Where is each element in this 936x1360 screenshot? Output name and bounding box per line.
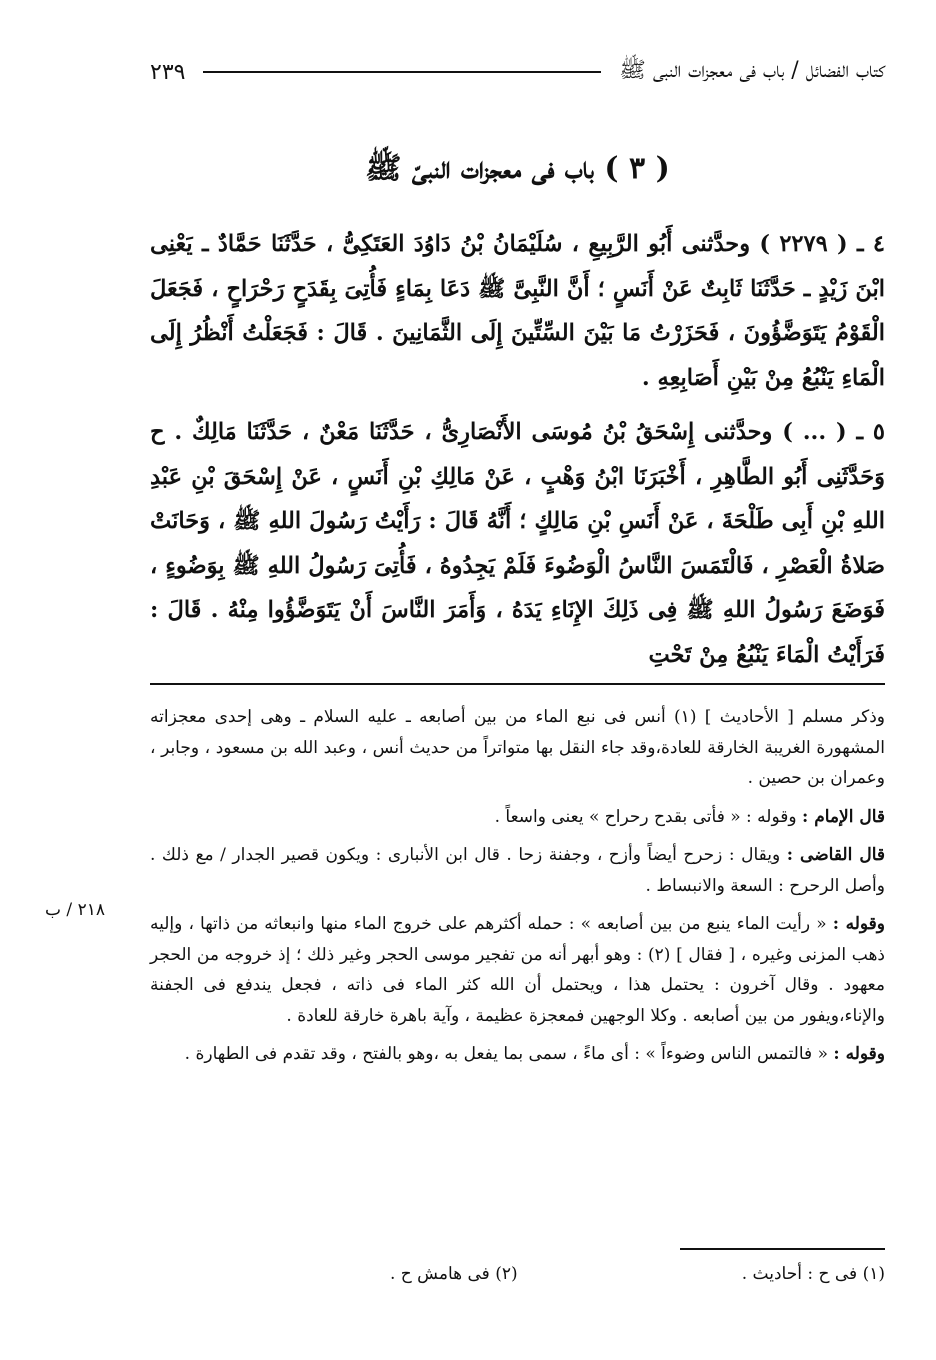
header-rule — [203, 71, 601, 73]
manuscript-folio-marker: ٢١٨ / ب — [45, 900, 105, 920]
hadith-paragraph: ٥ ـ ( ... ) وحدَّثنى إِسْحَقُ بْنُ مُوسَى الأَنْصَارِىُّ ، حَدَّثَنَا مَعْنٌ ، حَدَّثَنَا مَالِكٌ . ح وَحَدَّثَنِى أَبُو الطَّاهِرِ ، أَخْبَرَنَا ابْنُ وَهْبٍ ، عَنْ مَالِكِ بْنِ أَنَسٍ ، عَنْ إِسْحَقَ بْنِ عَبْدِ اللهِ بْنِ أَبِى طَلْحَةَ ، عَنْ أَنَسِ بْنِ مَالِكٍ ؛ أَنَّهُ قَالَ : رَأَيْتُ رَسُولَ اللهِ ﷺ ، وَحَانَتْ صَلاةُ الْعَصْرِ ، فَالْتَمَسَ النَّاسُ الْوَضُوءَ فَلَمْ يَجِدُوهُ ، فَأُتِىَ رَسُولُ اللهِ ﷺ بِوَضُوءٍ ، فَوَضَعَ رَسُولُ اللهِ ﷺ فِى ذَلِكَ الإِنَاءِ يَدَهُ ، وَأَمَرَ النَّاسَ أَنْ يَتَوَضَّؤُوا مِنْهُ . قَالَ : فَرَأَيْتُ الْمَاءَ يَنْبُعُ مِنْ تَحْتِ — [150, 419, 885, 668]
commentary-lead: وقوله : — [833, 1044, 885, 1064]
footnote-1: (١) فى ح : أحاديث . — [741, 1264, 885, 1284]
page-number: ٢٣٩ — [150, 59, 186, 85]
footnote-2: (٢) فى هامش ح . — [390, 1264, 518, 1284]
commentary — [150, 702, 885, 1070]
text-separator-rule — [150, 683, 885, 685]
commentary-paragraph — [150, 1039, 885, 1070]
commentary-text: ويقال : زحرح أيضاً وأزح ، وجفنة زحا . قال ابن الأنبارى : ويكون قصير الجدار / مع ذلك . وأصل الرحرح : السعة والانبساط . — [150, 845, 885, 896]
commentary-text: وقوله : « فأتى بقدح رحراح » يعنى واسعاً . — [494, 806, 797, 827]
chapter-title: ( ٣ ) باب فى معجزات النبىّ ﷺ — [365, 151, 670, 186]
footnotes — [390, 1264, 885, 1284]
commentary-paragraph — [150, 702, 885, 794]
commentary-paragraph — [150, 909, 885, 1031]
commentary-text: « رأيت الماء ينبع من بين أصابعه » : حمله أكثرهم على خروج الماء منها وانبعاثه من ذاتها ، وإليه ذهب المزنى وغيره ، [ فقال ] (٢) : وهو أبهر أنه من تفجير موسى الحجر وغير ذلك ؛ إذ خروجه من الحجر معهود . وقال آخرون : يحتمل هذا ، ويحتمل أن الله كثر الماء فى ذاته ، فجعل يندفع فى الجفنة والإناء،ويفور من بين أصابعه . وكلا الوجهين فمعجزة عظيمة ، وآية باهرة خارقة للعادة . — [150, 914, 885, 1026]
footnote-rule — [680, 1248, 885, 1250]
commentary-text: وذكر مسلم [ الأحاديث ] (١) أنس فى نبع الماء من بين أصابعه ـ عليه السلام ـ وهى إحدى معجزاته المشهورة الغريبة الخارقة للعادة،وقد جاء النقل بها متواتراً من حديث أنس ، وعبد الله بن مسعود ، وجابر ، وعمران بن حصين . — [150, 707, 885, 788]
commentary-lead: وقوله : — [832, 914, 885, 934]
running-header-title: كتاب الفضائل / باب فى معجزات النبى ﷺ — [619, 58, 885, 83]
commentary-text: « فالتمس الناس وضوءاً » : أى ماءً ، سمى بما يفعل به ،وهو بالفتح ، وقد تقدم فى الطهارة . — [184, 1044, 828, 1064]
commentary-lead: قال القاضى : — [786, 845, 886, 865]
commentary-lead: قال الإمام : — [802, 806, 885, 827]
commentary-paragraph — [150, 840, 885, 901]
running-header — [150, 52, 885, 92]
hadith-paragraph: ٤ ـ ( ٢٢٧٩ ) وحدَّثنى أَبُو الرَّبِيعِ ، سُلَيْمَانُ بْنُ دَاوُدَ العَتَكِىُّ ، حَدَّثَنَا حَمَّادٌ ـ يَعْنِى ابْنَ زَيْدٍ ـ حَدَّثَنَا ثَابِتٌ عَنْ أَنَسٍ ؛ أَنَّ النَّبِىَّ ﷺ دَعَا بِمَاءٍ فَأُتِىَ بِقَدَحٍ رَحْرَاحٍ ، فَجَعَلَ الْقَوْمُ يَتَوَضَّؤُونَ ، فَحَزَرْتُ مَا بَيْنَ السِّتِّينَ إِلَى الثَّمَانِينَ . قَالَ : فَجَعَلْتُ أَنْظُرُ إِلَى الْمَاءِ يَنْبُعُ مِنْ بَيْنِ أَصَابِعِهِ . — [150, 231, 885, 391]
commentary-paragraph — [150, 802, 885, 833]
hadith-text — [150, 222, 885, 677]
